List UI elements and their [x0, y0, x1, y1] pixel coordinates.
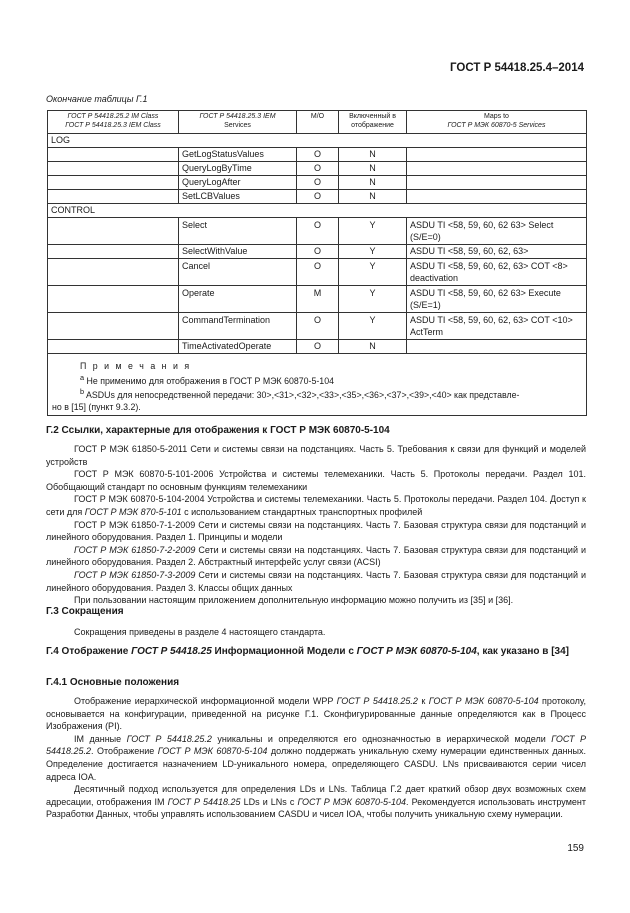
reference-standard: ГОСТ Р МЭК 61850-7-3-2009	[74, 569, 196, 580]
table-header-row	[48, 111, 587, 134]
mo-cell: O	[297, 147, 339, 161]
body-paragraph	[46, 695, 586, 733]
body-standard: ГОСТ Р МЭК 60870-5-104	[157, 746, 268, 757]
maps-to-cell: ASDU TI <58, 59, 60, 62, 63> COT <10> ActTerm	[407, 312, 587, 339]
table-row	[48, 339, 587, 353]
empty-cell	[48, 189, 179, 203]
maps-to-cell: ASDU TI <58, 59, 60, 62 63> Select (S/E=0)	[407, 217, 587, 244]
reference-paragraph	[46, 493, 586, 518]
body-text: к	[417, 696, 429, 706]
col-header-included	[339, 111, 407, 134]
service-cell: QueryLogAfter	[179, 175, 297, 189]
table-row	[48, 244, 587, 258]
reference-text: с использованием стандартных транспортных профилей	[181, 506, 423, 517]
body-standard: ГОСТ Р МЭК 60870-5-104	[428, 696, 539, 706]
body-text: должно поддержать уникальную схему нумерации единственных данных. Определение достигается назначением LD-уникального номера, определяющего CASDU. LNs присваиваются серии чисел адреса IOA.	[46, 746, 587, 782]
body-text: IM данные	[74, 733, 127, 744]
note-b	[52, 386, 582, 401]
included-cell: N	[339, 189, 407, 203]
maps-to-cell	[407, 339, 587, 353]
table-notes	[48, 353, 587, 416]
included-cell: Y	[339, 258, 407, 285]
section-g2	[46, 424, 586, 607]
group-name-control: CONTROL	[48, 203, 587, 217]
col-header-included-line1: Включенный в	[349, 113, 396, 120]
service-cell: SelectWithValue	[179, 244, 297, 258]
note-b-mark: b	[80, 387, 85, 397]
empty-cell	[48, 217, 179, 244]
body-text: Десятичный подход используется для определения LDs и LNs. Таблица Г.2 дает краткий обзор двух возможных схем адресации, отображения IM	[46, 784, 586, 807]
additional-info-paragraph: При пользовании настоящим приложением дополнительную информацию можно получить из [35] и [36].	[74, 595, 514, 606]
note-a	[52, 372, 582, 387]
reference-paragraph: ГОСТ Р МЭК 61850-7-1-2009 Сети и системы связи на подстанциях. Часть 7. Базовая структура связи для подстанций и линейного оборудования. Раздел 1. Принципы и модели	[46, 519, 586, 543]
section-g3	[46, 605, 586, 639]
reference-text: ГОСТ Р МЭК 60870-5-104-2004 Устройства и системы телемеханики. Часть 5. Протоколы передачи. Раздел 104. Доступ к сети для	[46, 494, 586, 517]
included-cell: Y	[339, 285, 407, 312]
title-text: Информационной Модели с	[211, 646, 357, 657]
service-cell: SetLCBValues	[179, 189, 297, 203]
body-text: уникальны и определяются его однозначностью в иерархической модели	[211, 733, 552, 744]
mo-cell: O	[297, 312, 339, 339]
col-header-maps-to-line2: ГОСТ Р МЭК 60870-5 Services	[447, 121, 546, 129]
included-cell: Y	[339, 217, 407, 244]
service-cell: Select	[179, 217, 297, 244]
body-standard: ГОСТ Р 54418.25.2	[336, 696, 418, 706]
title-standard: ГОСТ Р МЭК 60870-5-104	[356, 646, 477, 657]
table-row	[48, 161, 587, 175]
table-row	[48, 189, 587, 203]
section-g41	[46, 676, 586, 821]
body-standard: ГОСТ Р 54418.25	[167, 796, 241, 807]
note-a-mark: a	[80, 372, 85, 382]
mo-cell: M	[297, 285, 339, 312]
body-standard: ГОСТ Р МЭК 60870-5-104	[297, 796, 407, 807]
note-b-text: ASDUs для непосредственной передачи: 30>,<31>,<32>,<33>,<35>,<36>,<37>,<39>,<40> как представле-	[84, 390, 520, 401]
maps-to-cell: ASDU TI <58, 59, 60, 62 63> Execute (S/E=1)	[407, 285, 587, 312]
reference-paragraph	[46, 544, 586, 569]
section-g4	[46, 645, 586, 658]
mo-cell: O	[297, 217, 339, 244]
mo-cell: O	[297, 189, 339, 203]
service-cell: GetLogStatusValues	[179, 147, 297, 161]
group-name-log: LOG	[48, 133, 587, 147]
note-a-text: Не применимо для отображения в ГОСТ Р МЭК 60870-5-104	[84, 375, 334, 386]
col-header-maps-to	[407, 111, 587, 134]
service-cell: CommandTermination	[179, 312, 297, 339]
empty-cell	[48, 339, 179, 353]
page-number: 159	[567, 843, 584, 854]
reference-paragraph	[46, 569, 586, 594]
title-text: Г.4 Отображение	[46, 646, 132, 657]
included-cell: Y	[339, 244, 407, 258]
mo-cell: O	[297, 339, 339, 353]
empty-cell	[48, 244, 179, 258]
maps-to-cell: ASDU TI <58, 59, 60, 62, 63>	[407, 244, 587, 258]
table-row	[48, 312, 587, 339]
table-caption: Окончание таблицы Г.1	[46, 94, 148, 104]
service-cell: TimeActivatedOperate	[179, 339, 297, 353]
table-row	[48, 217, 587, 244]
body-text: Отображение иерархической информационной модели WPP	[74, 696, 337, 706]
body-standard: ГОСТ Р 54418.25.2	[126, 733, 212, 744]
maps-to-cell	[407, 189, 587, 203]
col-header-iem-services-line2: Services	[224, 121, 251, 129]
empty-cell	[48, 161, 179, 175]
mapping-table	[47, 110, 587, 416]
service-cell: QueryLogByTime	[179, 161, 297, 175]
col-header-included-line2: отображение	[351, 121, 394, 129]
reference-standard: ГОСТ Р МЭК 61850-7-2-2009	[74, 544, 196, 555]
notes-title: П р и м е ч а н и я	[80, 360, 192, 371]
reference-paragraph: ГОСТ Р МЭК 61850-5-2011 Сети и системы связи на подстанциях. Часть 5. Требования к связи для функций и моделей устройств	[46, 444, 586, 467]
maps-to-cell	[407, 147, 587, 161]
body-text: протоколу, основывается на конфигурации, приведенной на рисунке Г.1. Сконфигурированные данные определяются как в Процесс Изображения (PI).	[46, 696, 586, 732]
abbreviations-paragraph: Сокращения приведены в разделе 4 настоящего стандарта.	[74, 627, 326, 637]
included-cell: N	[339, 161, 407, 175]
col-header-im-class	[48, 111, 179, 134]
note-b-text-continued: но в [15] (пункт 9.3.2).	[52, 402, 141, 413]
maps-to-cell	[407, 175, 587, 189]
reference-text: Сети и системы связи на подстанциях. Часть 7. Базовая структура связи для подстанций и линейного оборудования. Раздел 2. Абстрактный интерфейс услуг связи (ACSI)	[46, 544, 586, 568]
service-cell: Operate	[179, 285, 297, 312]
mo-cell: O	[297, 244, 339, 258]
service-cell: Cancel	[179, 258, 297, 285]
col-header-iem-services	[179, 111, 297, 134]
reference-paragraph: ГОСТ Р МЭК 60870-5-101-2006 Устройства и системы телемеханики. Часть 5. Протоколы передачи. Раздел 101. Обобщающий стандарт по основным функциям телемеханики	[46, 469, 586, 492]
body-standard: ГОСТ Р 54418.25.2	[46, 733, 587, 757]
notes-row	[48, 353, 587, 416]
table-row	[48, 258, 587, 285]
included-cell: Y	[339, 312, 407, 339]
body-paragraph	[46, 733, 586, 783]
col-header-im-class-line2: ГОСТ Р 54418.25.3 IEM Class	[65, 121, 161, 129]
mo-cell: O	[297, 175, 339, 189]
mo-cell: O	[297, 161, 339, 175]
included-cell: N	[339, 147, 407, 161]
body-text: . Рекомендуется использовать инструмент Разработки Данных, чтобы управлять использованием CASDU и чисел IOA, чтобы получить уникальную схему нумерации.	[46, 796, 586, 820]
mo-cell: O	[297, 258, 339, 285]
body-text: . Отображение	[91, 746, 158, 757]
col-header-iem-services-line1: ГОСТ Р 54418.25.3 IEM	[199, 113, 276, 120]
group-row-control	[48, 203, 587, 217]
included-cell: N	[339, 339, 407, 353]
table-row	[48, 175, 587, 189]
col-header-im-class-line1: ГОСТ Р 54418.25.2 IM Class	[67, 113, 159, 120]
body-paragraph	[46, 783, 586, 821]
empty-cell	[48, 147, 179, 161]
maps-to-cell	[407, 161, 587, 175]
included-cell: N	[339, 175, 407, 189]
maps-to-cell: ASDU TI <58, 59, 60, 62, 63> COT <8> deactivation	[407, 258, 587, 285]
section-g4-title	[46, 645, 586, 658]
empty-cell	[48, 312, 179, 339]
document-header: ГОСТ Р 54418.25.4–2014	[450, 62, 584, 74]
table-row	[48, 147, 587, 161]
empty-cell	[48, 258, 179, 285]
group-row-log	[48, 133, 587, 147]
reference-text: Сети и системы связи на подстанциях. Часть 7. Базовая структура связи для подстанций и линейного оборудования. Раздел 3. Классы общих данных	[46, 569, 586, 593]
section-g41-title: Г.4.1 Основные положения	[46, 677, 180, 688]
empty-cell	[48, 285, 179, 312]
body-text: LDs и LNs с	[240, 796, 298, 807]
table-row	[48, 285, 587, 312]
section-g2-title: Г.2 Ссылки, характерные для отображения к ГОСТ Р МЭК 60870-5-104	[46, 425, 390, 436]
col-header-maps-to-line1: Maps to	[484, 113, 509, 120]
col-header-mo: M/O	[297, 111, 339, 134]
title-text: , как указано в [34]	[476, 646, 569, 657]
section-g3-title: Г.3 Сокращения	[46, 606, 124, 617]
reference-standard: ГОСТ Р МЭК 870-5-101	[84, 506, 182, 517]
empty-cell	[48, 175, 179, 189]
title-standard: ГОСТ Р 54418.25	[131, 646, 212, 657]
